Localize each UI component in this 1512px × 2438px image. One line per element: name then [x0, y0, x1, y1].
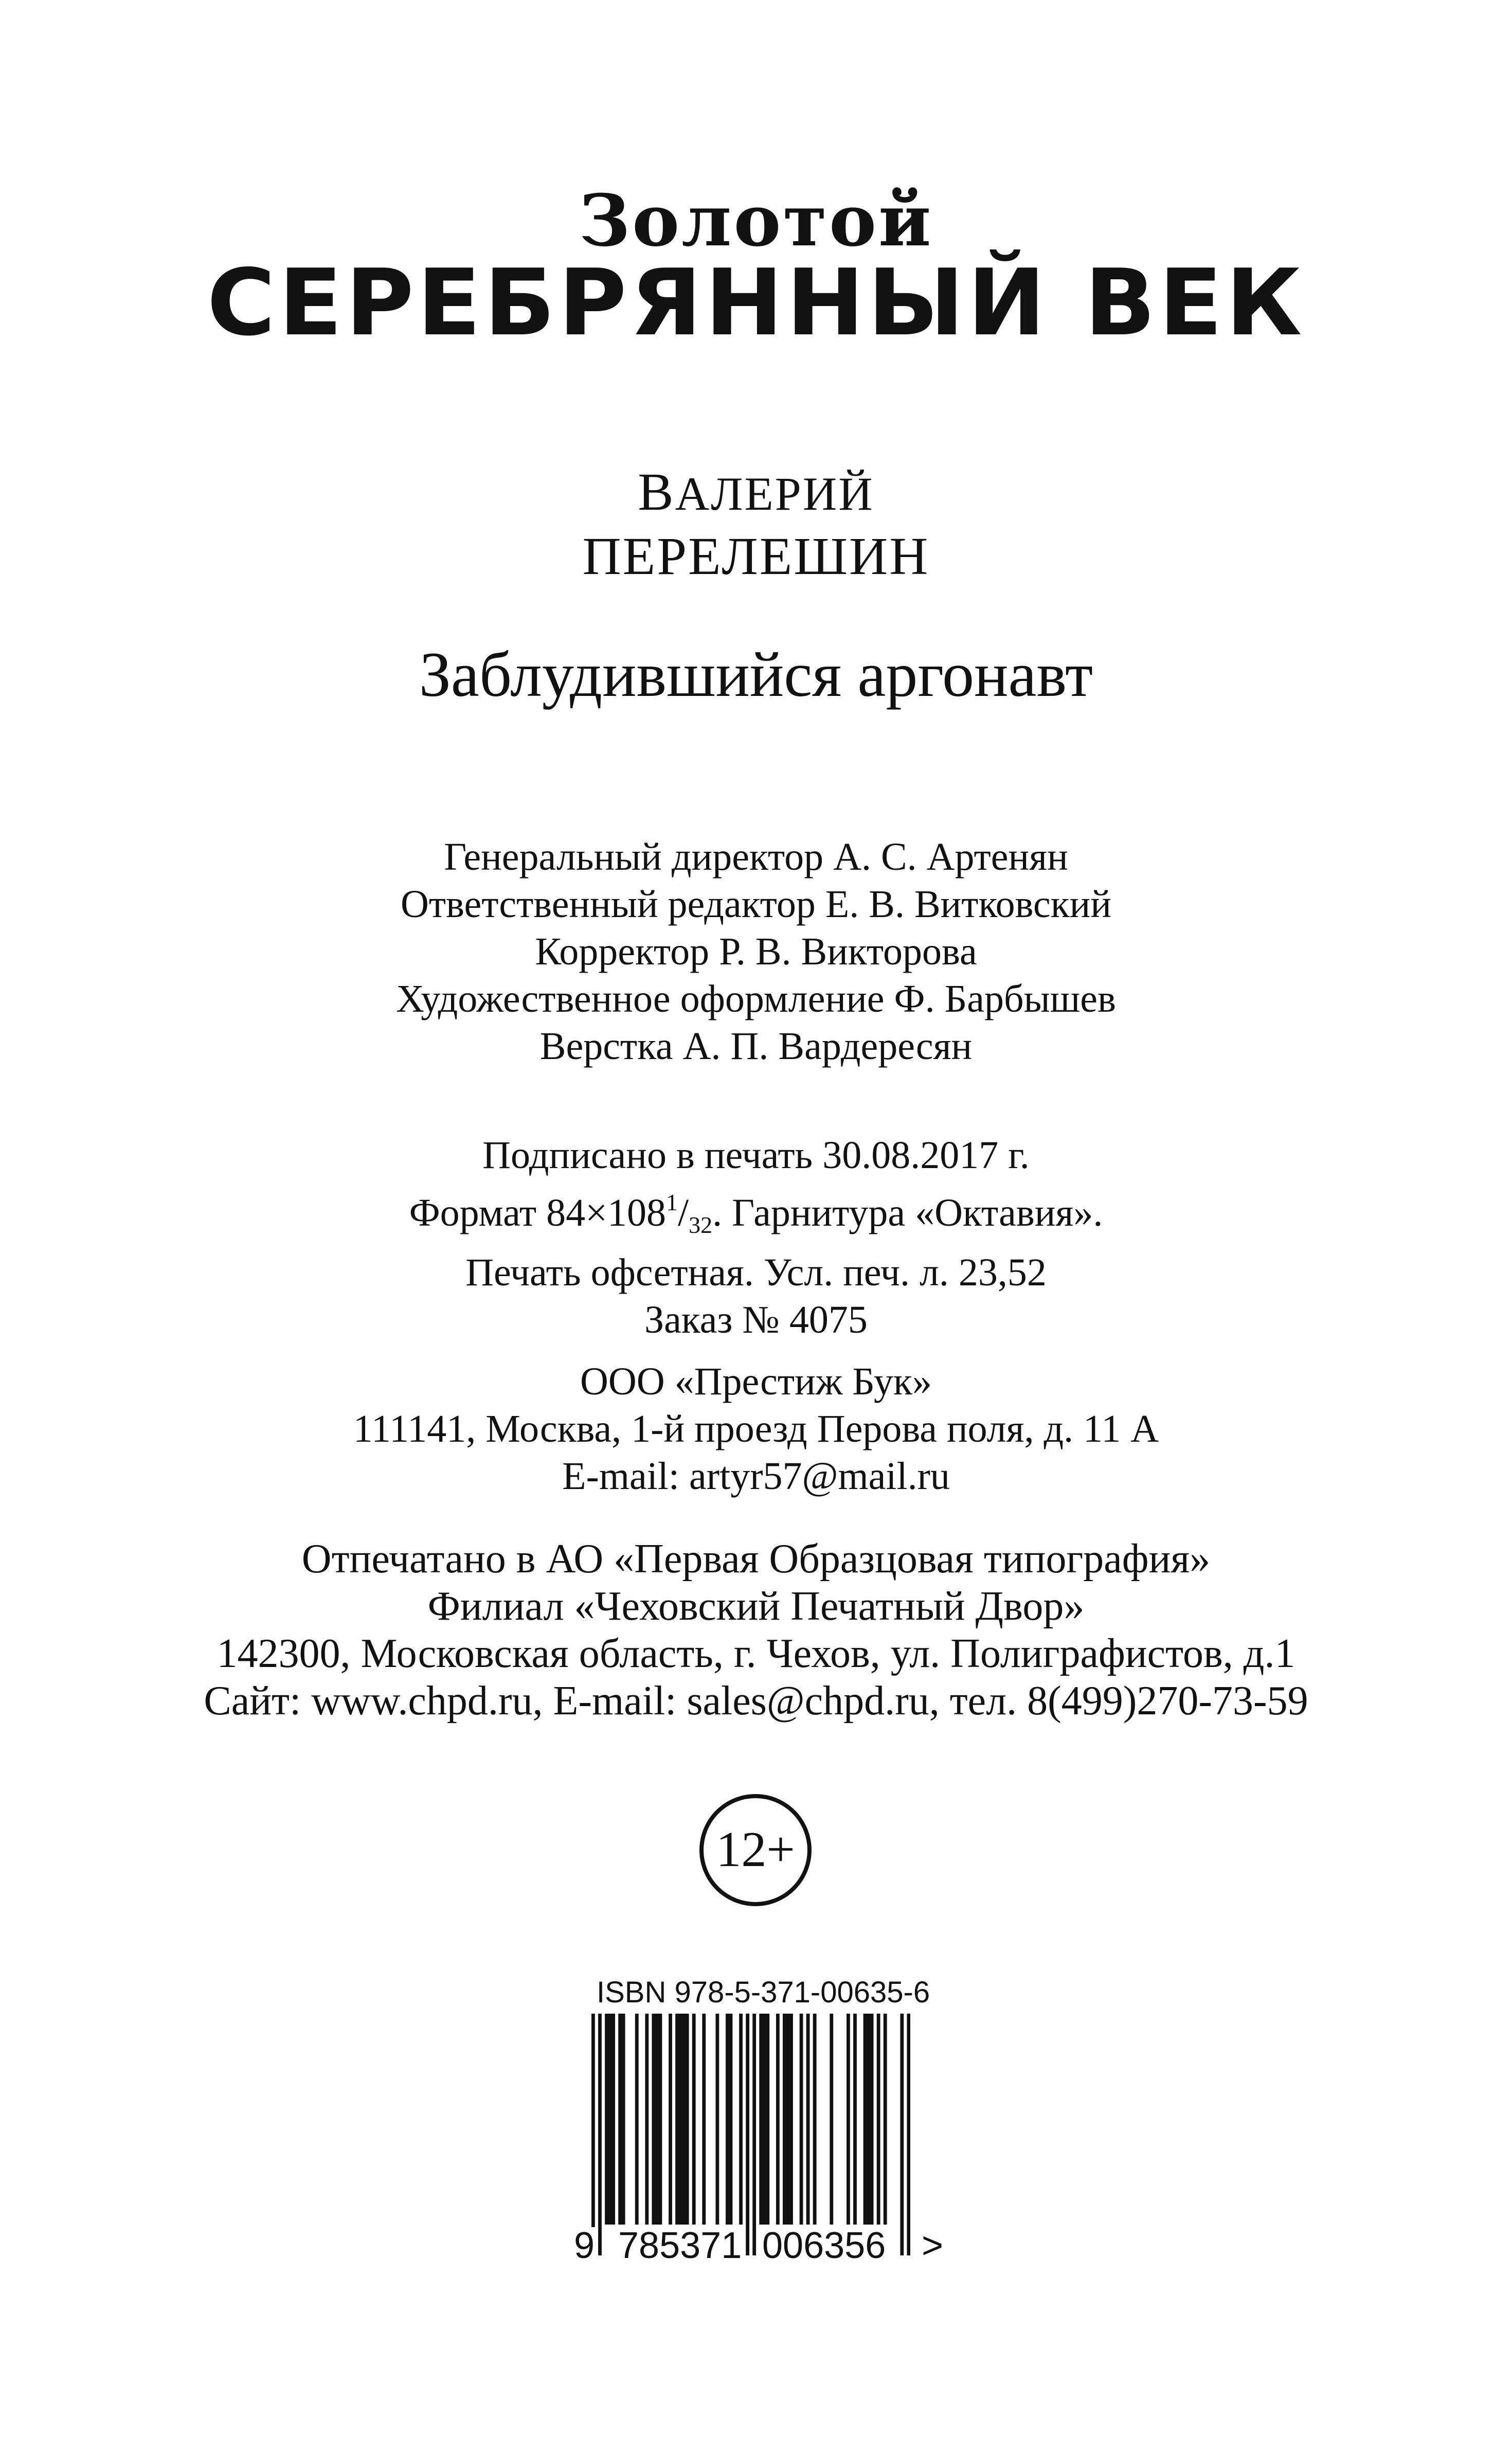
- book-title: Заблудившийся аргонавт: [419, 639, 1093, 710]
- author-first-initial: В: [638, 462, 675, 522]
- barcode-bar: [645, 2014, 649, 2225]
- barcode-bar: [867, 2014, 870, 2225]
- barcode-digits-left: 785371: [616, 2227, 744, 2264]
- barcode-bar: [813, 2014, 817, 2225]
- publisher-line: ООО «Престиж Бук»: [580, 1360, 932, 1403]
- barcode-image: [591, 2014, 910, 2255]
- barcode-bar: [598, 2014, 602, 2255]
- print-info-block: [0, 1132, 1512, 1343]
- print-type: Печать офсетная. Усл. печ. л. 23,52: [465, 1251, 1047, 1294]
- barcode-bar: [786, 2014, 790, 2225]
- barcode-bar: [763, 2014, 766, 2225]
- barcode-arrow: >: [920, 2227, 945, 2264]
- barcode-bar: [669, 2014, 672, 2225]
- barcode-bar: [847, 2014, 850, 2225]
- author-first-rest: АЛЕРИЙ: [675, 468, 874, 520]
- barcode-bar: [622, 2014, 625, 2225]
- barcode-bar: [679, 2014, 682, 2225]
- barcode-bar: [759, 2014, 763, 2225]
- series-name-big: СЕРЕБРЯННЫЙ ВЕК: [207, 249, 1305, 356]
- barcode-digit-first: 9: [572, 2227, 597, 2264]
- barcode-bar: [863, 2014, 867, 2225]
- printer-block: [0, 1535, 1512, 1725]
- barcode-bar: [611, 2014, 615, 2225]
- barcode-bar: [686, 2014, 689, 2225]
- order-number: Заказ № 4075: [644, 1298, 868, 1341]
- publisher-line: 111141, Москва, 1-й проезд Перова поля, д. 11 А: [353, 1407, 1159, 1450]
- barcode-bar: [652, 2014, 655, 2225]
- credit-line: Верстка А. П. Вардересян: [539, 1025, 973, 1068]
- barcode-bar: [692, 2014, 696, 2225]
- barcode-bar: [853, 2014, 857, 2225]
- series-name-small: Золотой: [579, 178, 933, 262]
- barcode-bar: [729, 2014, 733, 2225]
- printer-line: 142300, Московская область, г. Чехов, ул. Полиграфистов, д.1: [217, 1631, 1295, 1676]
- printer-line: Сайт: www.chpd.ru, E-mail: sales@chpd.ru, тел. 8(499)270-73-59: [204, 1678, 1308, 1724]
- barcode-bar: [659, 2014, 662, 2225]
- barcode-bar: [752, 2014, 756, 2255]
- format-slash: /: [677, 1191, 689, 1234]
- barcode-bar: [608, 2014, 612, 2225]
- barcode-bar: [655, 2014, 659, 2225]
- format-sup: 1: [665, 1189, 678, 1215]
- barcode-bar: [900, 2014, 904, 2255]
- barcode-digits-right: 006356: [760, 2227, 888, 2264]
- printer-line: Филиал «Чеховский Печатный Двор»: [427, 1584, 1085, 1629]
- barcode-bar: [800, 2014, 803, 2225]
- credit-line: Художественное оформление Ф. Барбышев: [396, 977, 1116, 1020]
- isbn-label: ISBN 978-5-371-00635-6: [597, 1976, 930, 2009]
- credit-line: Ответственный редактор Е. В. Витковский: [400, 883, 1112, 926]
- signed-to-print: Подписано в печать 30.08.2017 г.: [482, 1134, 1030, 1177]
- barcode-bar: [682, 2014, 686, 2225]
- barcode-bar: [715, 2014, 719, 2225]
- barcode-bar: [618, 2014, 622, 2225]
- format-sub: 32: [689, 1212, 713, 1238]
- barcode-bar: [776, 2014, 780, 2225]
- barcode-bar: [806, 2014, 810, 2225]
- barcode-bar: [746, 2014, 749, 2255]
- author-first-name: [0, 462, 1512, 522]
- barcode-bar: [884, 2014, 887, 2225]
- barcode-bar: [907, 2014, 910, 2255]
- credit-line: Корректор Р. В. Викторова: [535, 930, 977, 973]
- publisher-block: [0, 1358, 1512, 1500]
- barcode-bar: [702, 2014, 706, 2225]
- barcode-bar: [789, 2014, 793, 2225]
- barcode-bar: [783, 2014, 786, 2225]
- format-suffix: . Гарнитура «Октавия».: [712, 1191, 1103, 1234]
- author-last-name: ПЕРЕЛЕШИН: [582, 527, 930, 586]
- format-line: [0, 1179, 1512, 1249]
- barcode-bar: [635, 2014, 639, 2225]
- barcode-bar: [605, 2014, 608, 2225]
- barcode-bar: [726, 2014, 729, 2225]
- barcode-bar: [675, 2014, 679, 2225]
- printer-line: Отпечатано в АО «Первая Образцовая типография»: [301, 1536, 1211, 1582]
- barcode-bar: [830, 2014, 833, 2225]
- barcode-bar: [877, 2014, 880, 2225]
- publisher-line: E-mail: artyr57@mail.ru: [562, 1455, 950, 1498]
- age-rating-badge: 12+: [699, 1794, 812, 1906]
- barcode-bar: [591, 2014, 595, 2255]
- barcode-bar: [870, 2014, 874, 2225]
- format-prefix: Формат 84×108: [409, 1191, 666, 1234]
- barcode-bar: [766, 2014, 769, 2225]
- credit-line: Генеральный директор А. С. Артенян: [444, 835, 1068, 879]
- barcode-bar: [739, 2014, 743, 2225]
- credits-block: [0, 833, 1512, 1070]
